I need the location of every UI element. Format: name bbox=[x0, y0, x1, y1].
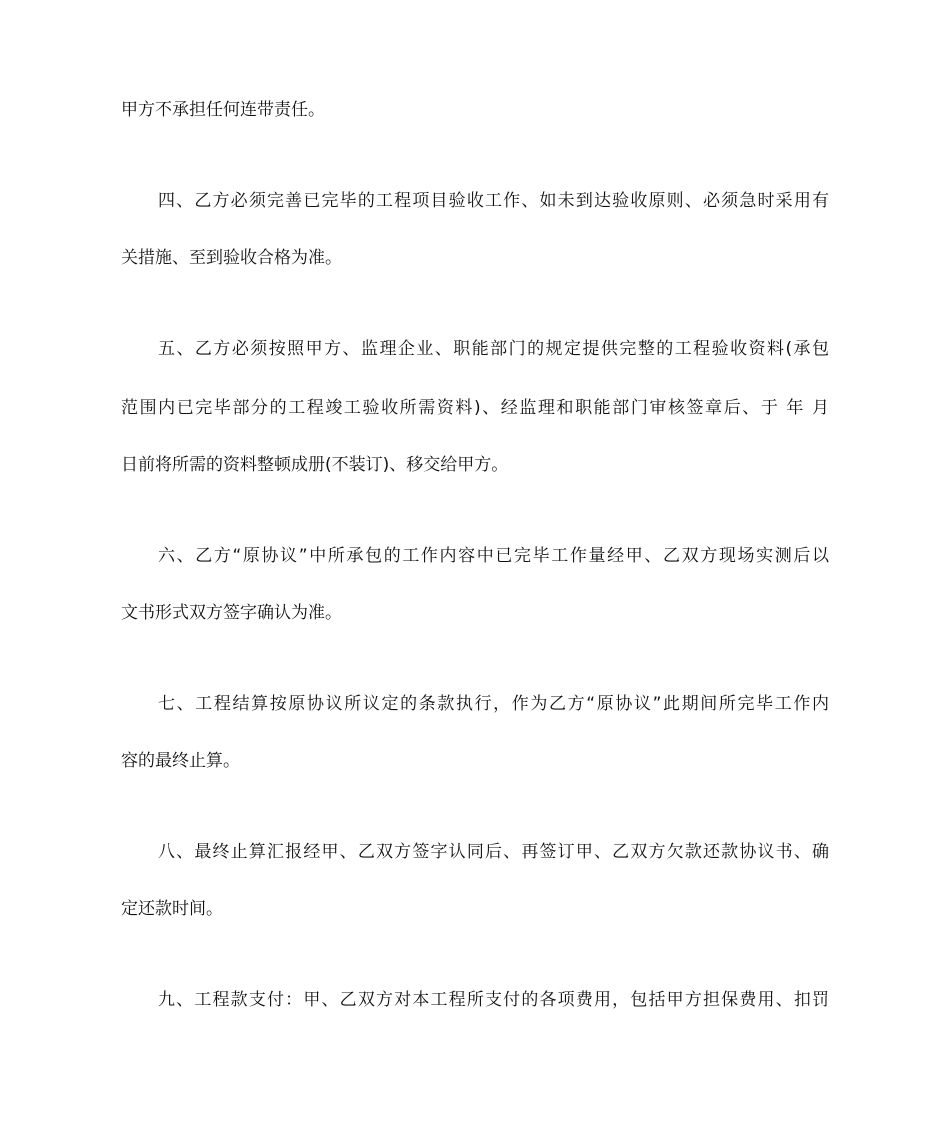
paragraph-line: 范围内已完毕部分的工程竣工验收所需资料)、经监理和职能部门审核签章后、于 年 月 bbox=[121, 398, 829, 418]
paragraph-line: 甲方不承担任何连带责任。 bbox=[121, 100, 325, 120]
paragraph-line: 四、乙方必须完善已完毕的工程项目验收工作、如未到达验收原则、必须急时采用有 bbox=[158, 191, 829, 211]
paragraph-line: 九、工程款支付：甲、乙双方对本工程所支付的各项费用，包括甲方担保费用、扣罚 bbox=[158, 990, 829, 1010]
paragraph-line: 定还款时间。 bbox=[121, 899, 223, 919]
paragraph-line: 六、乙方“原协议”中所承包的工作内容中已完毕工作量经甲、乙双方现场实测后以 bbox=[158, 546, 829, 566]
paragraph-line: 八、最终止算汇报经甲、乙双方签字认同后、再签订甲、乙双方欠款还款协议书、确 bbox=[158, 842, 829, 862]
paragraph-line: 七、工程结算按原协议所议定的条款执行，作为乙方“原协议”此期间所完毕工作内 bbox=[158, 694, 829, 714]
paragraph-line: 五、乙方必须按照甲方、监理企业、职能部门的规定提供完整的工程验收资料(承包 bbox=[158, 339, 829, 359]
paragraph-line: 日前将所需的资料整顿成册(不装订)、移交给甲方。 bbox=[121, 455, 509, 475]
paragraph-line: 容的最终止算。 bbox=[121, 751, 240, 771]
paragraph-line: 关措施、至到验收合格为准。 bbox=[121, 248, 342, 268]
paragraph-line: 文书形式双方签字确认为准。 bbox=[121, 603, 342, 623]
